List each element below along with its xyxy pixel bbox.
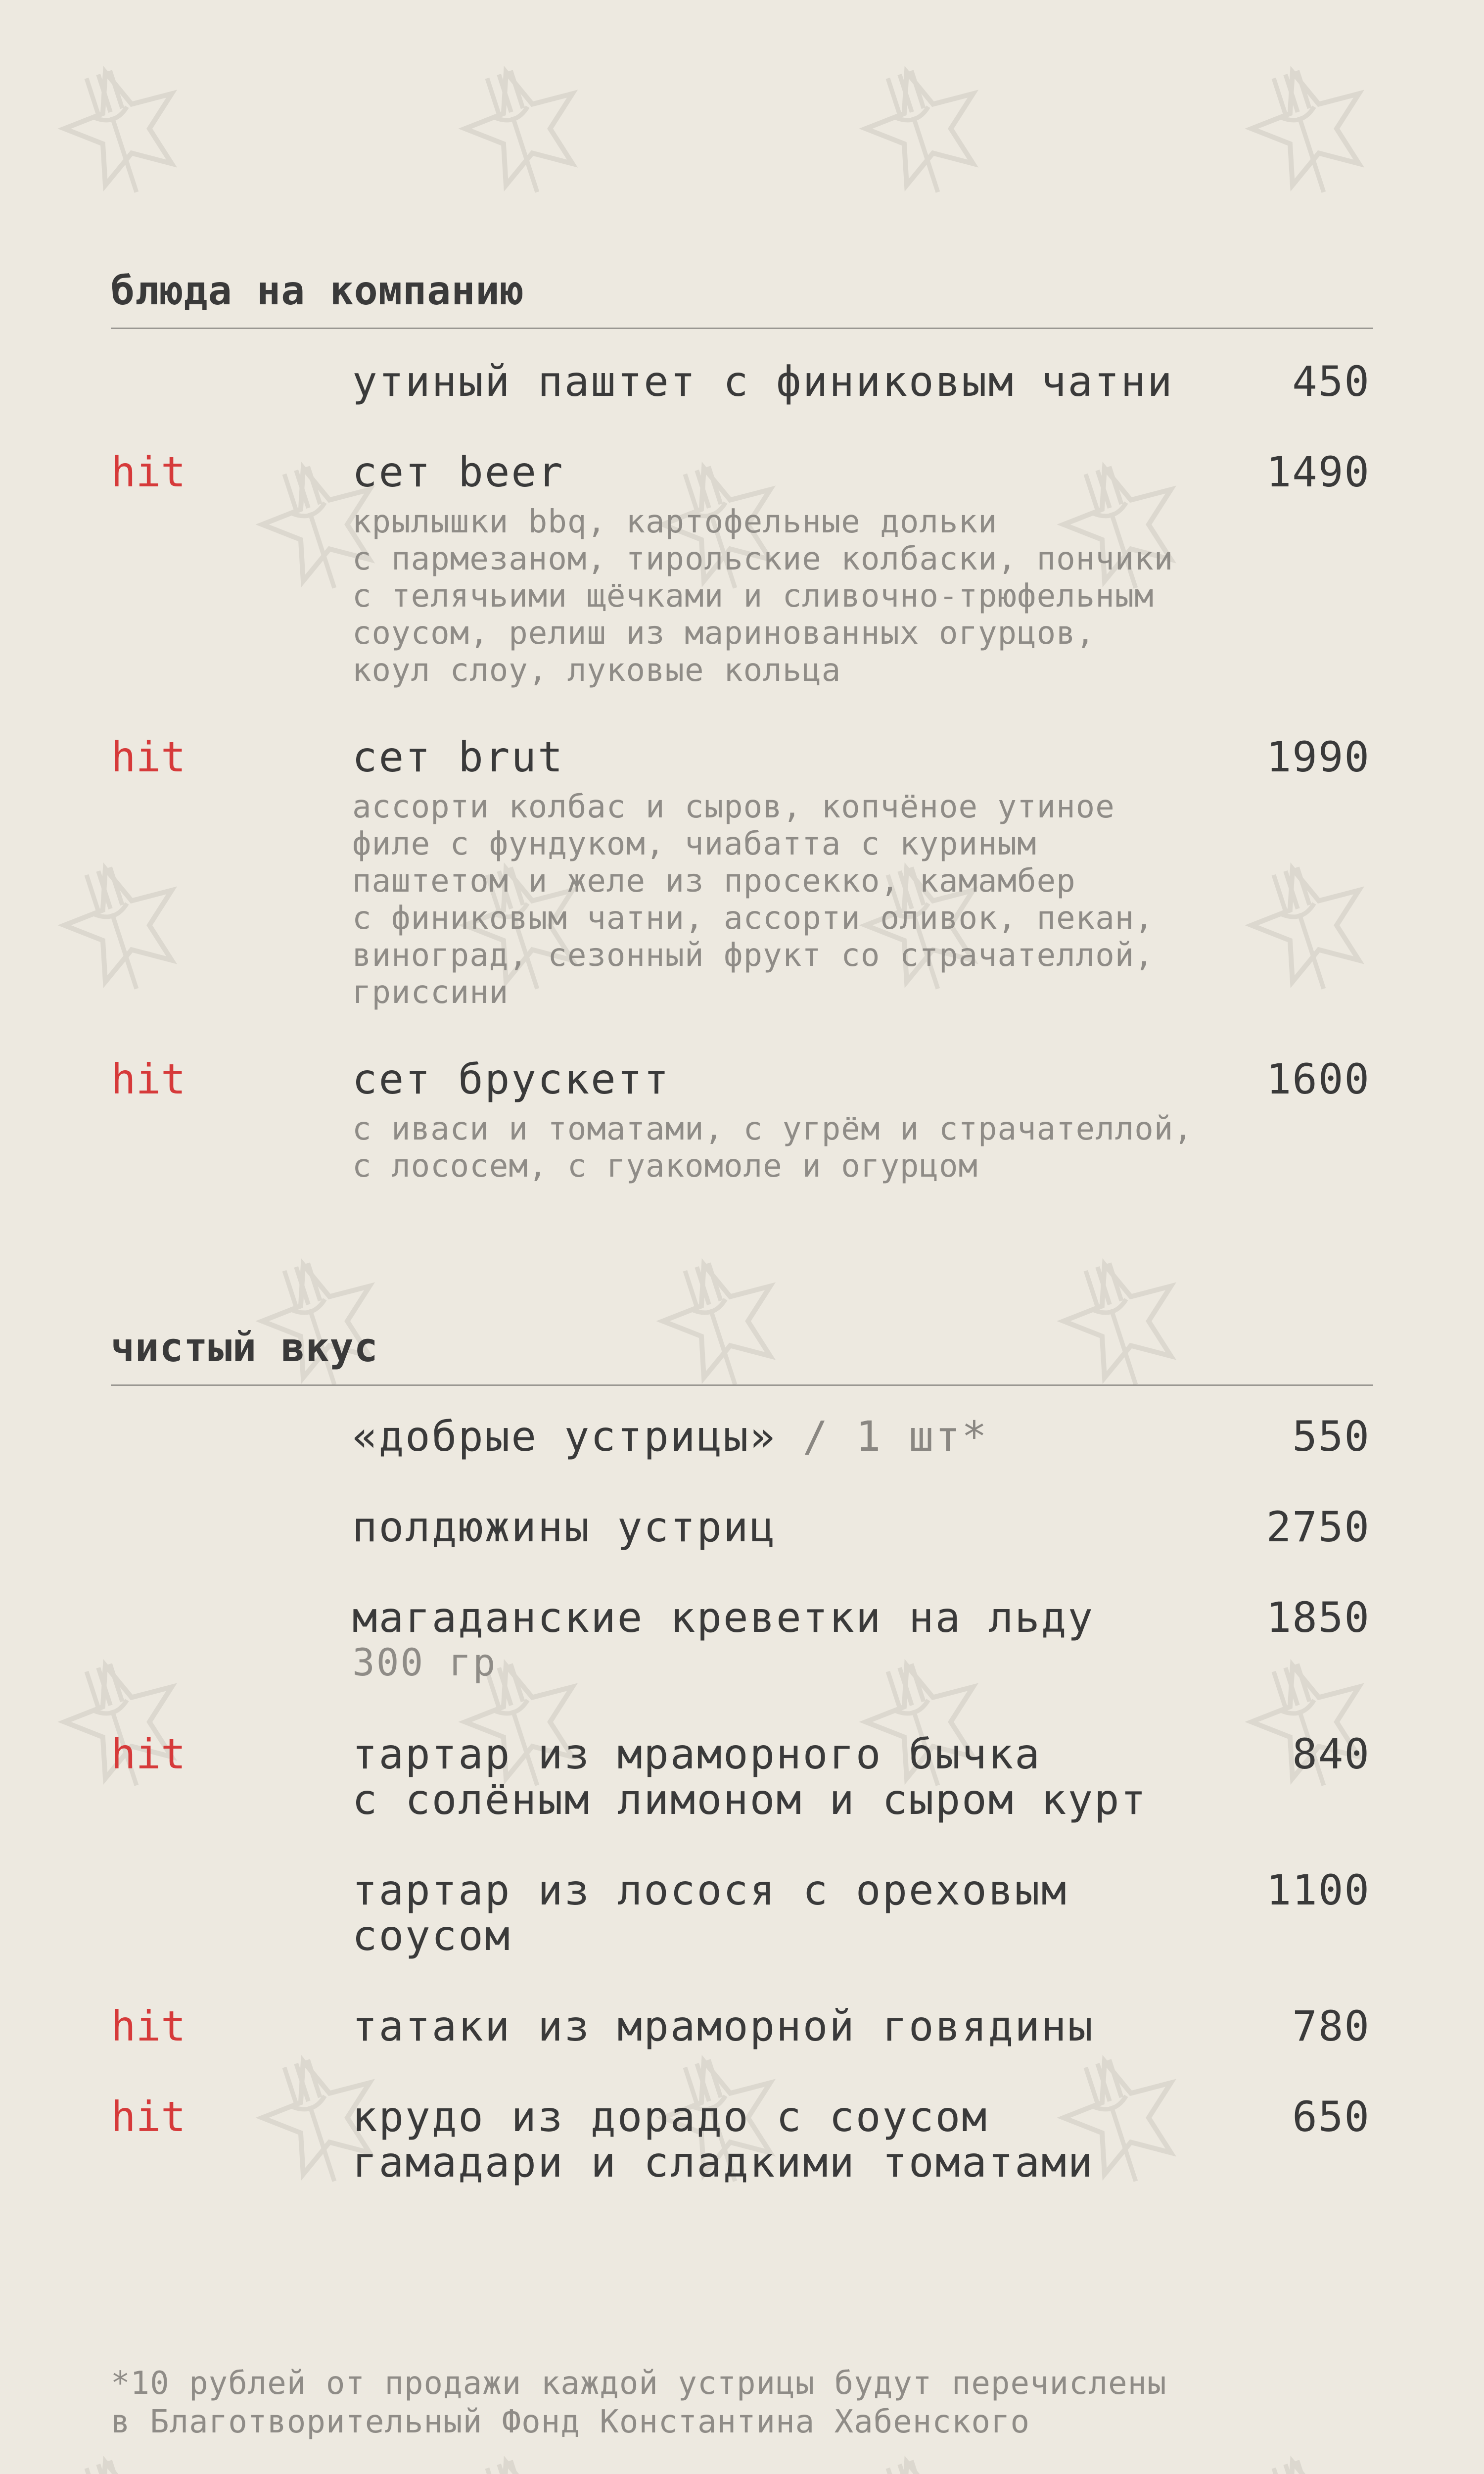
item-name: сет beer: [352, 448, 564, 496]
fork-star-icon: [1239, 55, 1384, 207]
fork-star-icon: [51, 55, 197, 207]
fork-star-icon: [51, 852, 197, 1004]
hit-badge: hit: [111, 733, 186, 781]
item-price: 1490: [1266, 448, 1370, 496]
item-price: 450: [1292, 357, 1370, 406]
item-name: тартар из лосося с ореховым соусом: [352, 1866, 1068, 1960]
item-name: утиный паштет с финиковым чатни: [352, 357, 1174, 406]
item-price: 2750: [1266, 1503, 1370, 1551]
fork-star-icon: [452, 55, 598, 207]
section-title-pure-taste: чистый вкус: [111, 1328, 1373, 1386]
hit-badge: hit: [111, 448, 186, 496]
fork-star-icon: [51, 2445, 197, 2474]
item-price: 650: [1292, 2093, 1370, 2141]
item-weight: 300 гр: [352, 1640, 497, 1684]
item-name: [352, 1414, 1223, 1459]
item-name: татаки из мраморной говядины: [352, 2002, 1095, 2050]
item-description: крылышки bbq, картофельные дольки с пармезаном, тирольские колбаски, пончики с телячьими щёчками и сливочно-трюфельным соусом, релиш из маринованных огурцов, коул слоу, луковые кольца: [352, 504, 1174, 689]
section-title-company: блюда на компанию: [111, 271, 1373, 329]
fork-star-icon: [853, 2445, 998, 2474]
item-name: магаданские креветки на льду: [352, 1593, 1095, 1642]
item-name-text: «добрые устрицы»: [352, 1412, 777, 1461]
hit-badge: hit: [111, 2093, 186, 2141]
item-name: сет brut: [352, 733, 564, 781]
fork-star-icon: [452, 2445, 598, 2474]
item-description: с иваси и томатами, с угрём и страчателлой, с лососем, с гуакомоле и огурцом: [352, 1111, 1193, 1185]
fork-star-icon: [853, 55, 998, 207]
item-price: 1990: [1266, 733, 1370, 781]
item-description: ассорти колбас и сыров, копчёное утиное филе с фундуком, чиабатта с куриным паштетом и желе из просекко, камамбер с финиковым чатни, ассорти оливок, пекан, виноград, сезонный фрукт со страчателлой, гриссини: [352, 789, 1154, 1011]
item-name: крудо из дорадо с соусом гамадари и сладкими томатами: [352, 2093, 1095, 2187]
item-price: 780: [1292, 2002, 1370, 2050]
fork-star-icon: [1239, 2445, 1384, 2474]
hit-badge: hit: [111, 1055, 186, 1103]
hit-badge: hit: [111, 1730, 186, 1778]
hit-badge: hit: [111, 2002, 186, 2050]
item-price: 550: [1292, 1412, 1370, 1461]
item-price: 1850: [1266, 1593, 1370, 1642]
footnote: *10 рублей от продажи каждой устрицы будут перечислены в Благотворительный Фонд Константина Хабенского: [111, 2365, 1167, 2440]
item-name: сет брускетт: [352, 1055, 670, 1103]
item-name: полдюжины устриц: [352, 1503, 777, 1551]
item-name: тартар из мраморного бычка с солёным лимоном и сыром курт: [352, 1730, 1148, 1824]
item-price: 1100: [1266, 1866, 1370, 1914]
item-unit: / 1 шт*: [776, 1412, 988, 1461]
item-price: 1600: [1266, 1055, 1370, 1103]
item-price: 840: [1292, 1730, 1370, 1778]
